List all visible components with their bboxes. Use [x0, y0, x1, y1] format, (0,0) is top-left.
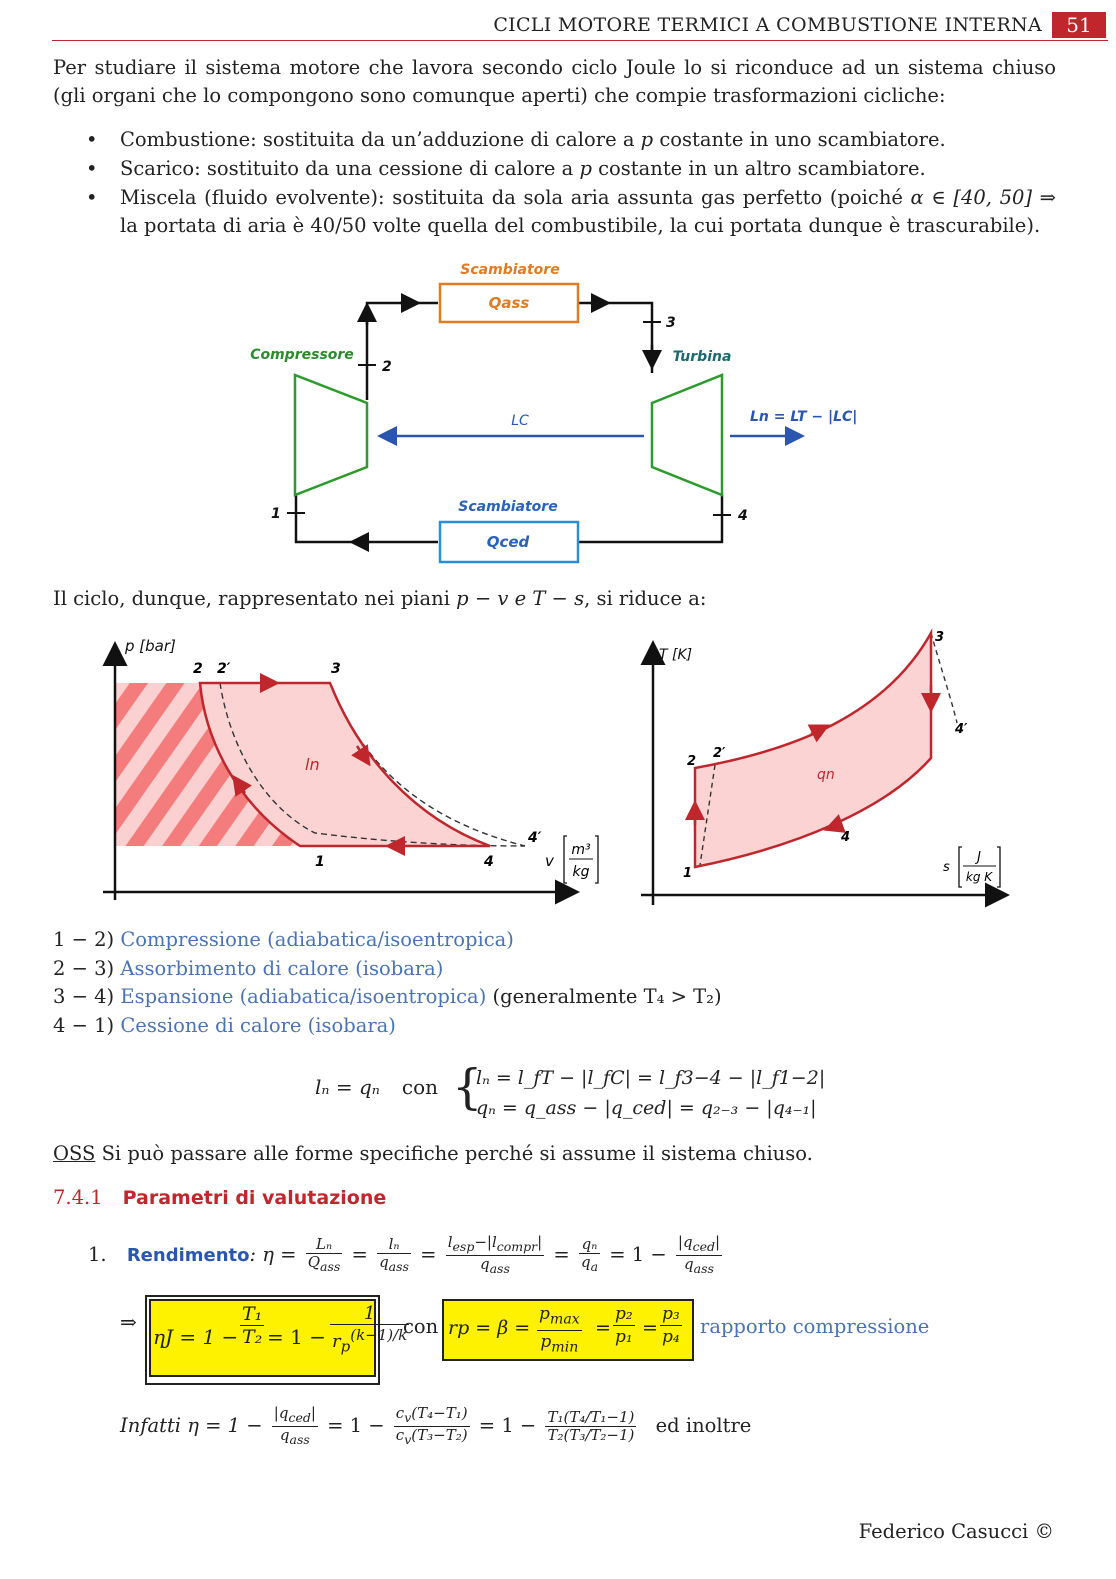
process-list — [53, 926, 722, 1040]
eq-system: lₙ = l_fT − |l_fC| = l_f3−4 − |l_f1−2| qₙ = q_ass − |q_ced| = q₂₋₃ − |q₄₋₁| — [476, 1067, 826, 1119]
page-number: 51 — [1052, 12, 1106, 38]
pv-point-2p: 2′ — [217, 661, 231, 677]
point-3-label: 3 — [666, 315, 676, 331]
page-header-title: CICLI MOTORE TERMICI A COMBUSTIONE INTERNA — [493, 14, 1042, 36]
pv-x-unit-den: kg — [572, 864, 590, 880]
pv-diagram — [95, 628, 610, 913]
ts-point-1: 1 — [683, 866, 693, 881]
ts-x-unit-den: kg K — [965, 870, 993, 884]
process-item: 4 − 1) Cessione di calore (isobara) — [53, 1013, 396, 1037]
pv-point-4p: 4′ — [528, 830, 542, 846]
ts-x-label: s — [943, 860, 950, 875]
implies-arrow: ⇒ — [120, 1310, 137, 1334]
bullet-item: • Combustione: sostituita da un’adduzione di calore a p costante in uno scambiatore. — [86, 128, 946, 151]
con-label: con — [403, 1315, 439, 1338]
intro-paragraph: Per studiare il sistema motore che lavora secondo ciclo Joule lo si riconduce ad un sistema chiuso (gli organi che lo compongono sono comunque aperti) che compie trasformazioni cicliche: — [53, 56, 1056, 107]
wire-4-to-exchanger — [578, 495, 722, 542]
rp-formula: rp = β = $p_{max}$ $p_{min}$ = $\frac{\text{p₂}}{\text{p₁}}$ = $\frac{\text{p₃}}{\text{p₄}}$ — [442, 1299, 694, 1361]
ts-point-3: 3 — [935, 630, 945, 645]
ts-x-unit-num: J — [977, 850, 981, 865]
eq-ln-qn: lₙ = qₙ con — [315, 1075, 439, 1099]
cycle-sentence: Il ciclo, dunque, rappresentato nei piani p − v e T − s, si riduce a: — [53, 587, 707, 610]
point-4-label: 4 — [738, 508, 748, 524]
pv-point-2: 2 — [193, 661, 203, 677]
turbine-label: Turbina — [672, 349, 732, 365]
process-item: 2 − 3) Assorbimento di calore (isobara) — [53, 956, 444, 980]
section-heading: 7.4.1 Parametri di valutazione — [53, 1186, 387, 1209]
efficiency-definition: 1. Rendimento: η = $\frac{\text{Lₙ}}{Q_{ass}}$ = $\frac{\text{lₙ}}{q_{ass}}$ = $\frac{l_{esp}-|l_{compr}|}{q_{ass}}$ = $\frac{\text{qₙ}}{q_a}$ = 1 − $\frac{|q_{ced}|}{q_{ass}}$ — [88, 1233, 721, 1276]
wire-exchanger-to-3 — [578, 303, 652, 373]
compressor-shape — [295, 375, 367, 495]
ts-y-label: T [K] — [659, 647, 693, 663]
ts-point-4: 4 — [841, 830, 851, 845]
wire-exchanger-to-1 — [296, 495, 438, 542]
compressor-label: Compressore — [250, 347, 354, 363]
ts-point-2: 2 — [687, 754, 697, 769]
ts-point-2p: 2′ — [713, 746, 726, 761]
bullet-item: • Scarico: sostituito da una cessione di calore a p costante in un altro scambiatore. — [86, 157, 926, 180]
pv-point-4: 4 — [484, 854, 494, 870]
author-signature: Federico Casucci © — [858, 1520, 1054, 1543]
exchanger-bottom-label: Scambiatore — [458, 499, 558, 515]
ts-area-label: qn — [817, 767, 835, 783]
oss-note: OSS Si può passare alle forme specifiche perché si assume il sistema chiuso. — [53, 1142, 813, 1165]
pv-y-label: p [bar] — [125, 637, 176, 655]
eta-j-formula: ηJ = 1 − $\frac{\text{T₁}}{\text{T₂}}$ = 1 − $\frac{1}{r_p^{(k-1)/k}}$ — [149, 1299, 376, 1377]
joule-cycle-schematic — [240, 255, 880, 575]
infatti-derivation: Infatti η = 1 − $\frac{|q_{ced}|}{q_{ass}}$ = 1 − $\frac{c_v(T_4-T_1)}{c_v(T_3-T_2)}$ = 1 − $\frac{\text{T₁(T₄/T₁−1)}}{\text{T₂(T₃/T₂−1)}}$ ed inoltre — [120, 1404, 752, 1447]
header-rule — [52, 40, 1108, 41]
exchanger-top-label: Scambiatore — [460, 262, 560, 278]
ts-diagram — [635, 625, 1015, 910]
pv-point-1: 1 — [315, 854, 325, 870]
lc-label: LC — [511, 413, 529, 429]
pv-point-3: 3 — [331, 661, 341, 677]
wire-2-to-exchanger — [367, 303, 438, 400]
pv-x-unit-num: m³ — [571, 842, 591, 858]
brace: { — [452, 1059, 483, 1115]
point-1-label: 1 — [271, 506, 281, 522]
rapporto-compressione: rapporto compressione — [700, 1315, 930, 1338]
pv-area-label: ln — [305, 755, 320, 774]
pv-x-label: v — [545, 852, 554, 870]
ln-formula-label: Ln = LT − |LC| — [750, 409, 858, 425]
process-item: 1 − 2) Compressione (adiabatica/isoentropica) — [53, 928, 514, 951]
q-ced-label: Qced — [486, 533, 530, 551]
ts-point-4p: 4′ — [955, 722, 968, 737]
process-item: 3 − 4) Espansione (adiabatica/isoentropica) (generalmente T₄ > T₂) — [53, 985, 722, 1008]
point-2-label: 2 — [382, 359, 392, 375]
q-ass-label: Qass — [488, 294, 530, 312]
bullet-item: • Miscela (fluido evolvente): sostituita da sola aria assunta gas perfetto (poiché α ∈ [40, 50] ⇒ la portata di aria è 40/50 volte quella del combustibile, la cui portata dunque è trascurabile). — [86, 186, 1056, 237]
turbine-shape — [652, 375, 722, 495]
